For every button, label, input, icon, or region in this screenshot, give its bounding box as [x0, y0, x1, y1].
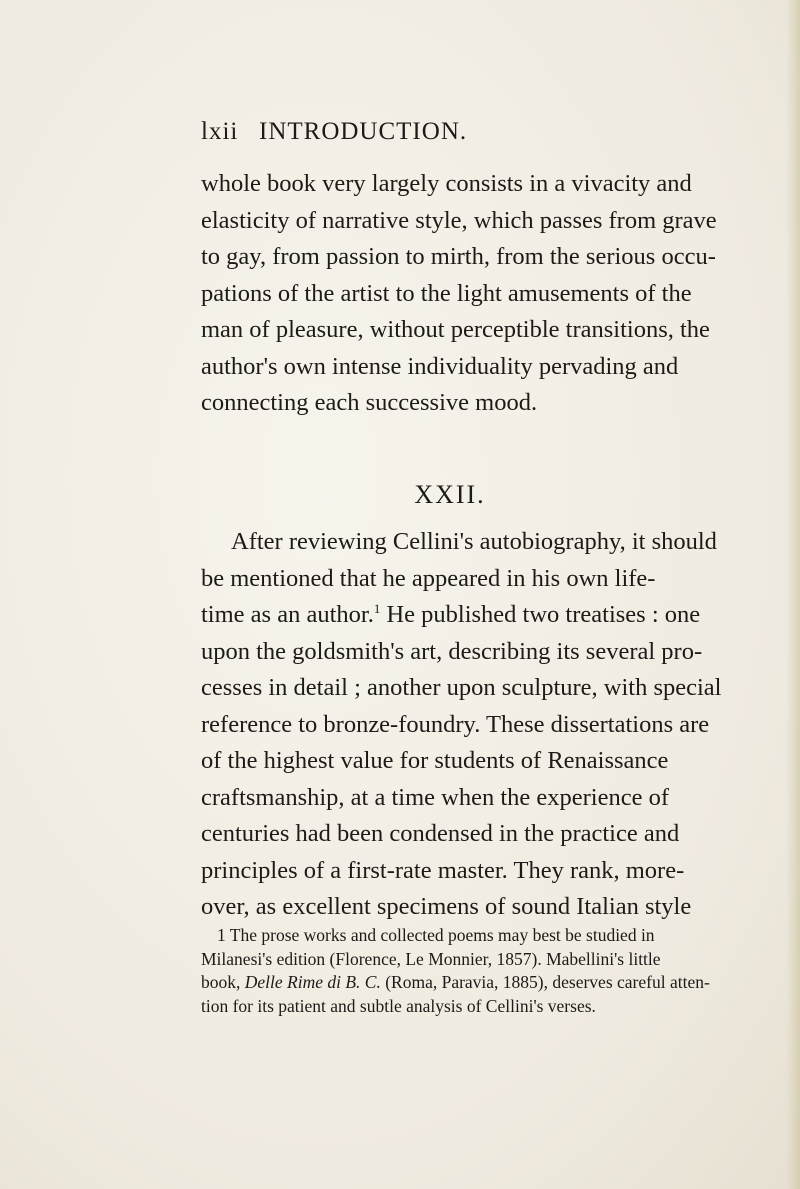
text-line: principles of a first-rate master. They rank, more- — [201, 856, 685, 884]
text-line: author's own intense individuality pervading and — [201, 352, 679, 380]
footnote-line — [201, 971, 710, 995]
section-heading: XXII. — [414, 480, 486, 509]
page-edge-shadow — [786, 0, 800, 1189]
text-line: centuries had been condensed in the practice and — [201, 820, 680, 847]
text-segment: He published two treatises : one — [380, 601, 701, 628]
footnote-marker: 1 — [373, 600, 381, 616]
text-line: man of pleasure, without perceptible transitions, the — [201, 316, 710, 343]
text-line: over, as excellent specimens of sound Italian style — [201, 893, 692, 920]
footnote — [201, 924, 710, 1018]
text-segment: (Roma, Paravia, 1885), deserves careful atten- — [380, 972, 710, 992]
paragraph-1 — [201, 166, 717, 422]
text-line: be mentioned that he appeared in his own life- — [201, 564, 656, 592]
text-line: elasticity of narrative style, which passes from grave — [201, 206, 717, 234]
book-title: Delle Rime di B. C. — [244, 972, 381, 992]
text-line: to gay, from passion to mirth, from the serious occu- — [201, 243, 716, 270]
text-segment: time as an author. — [201, 601, 374, 628]
footnote-line: tion for its patient and subtle analysis of Cellini's verses. — [201, 995, 596, 1016]
text-line: upon the goldsmith's art, describing its several pro- — [201, 637, 703, 665]
page-number: lxii — [201, 118, 239, 145]
text-line: connecting each successive mood. — [201, 389, 538, 416]
chapter-title: INTRODUCTION. — [259, 118, 468, 145]
paragraph-2 — [201, 524, 722, 926]
footnote-line: Milanesi's edition (Florence, Le Monnier, 1857). Mabellini's little — [201, 948, 661, 969]
footnote-line: 1 The prose works and collected poems may best be studied in — [217, 925, 655, 945]
running-head — [201, 118, 467, 146]
text-line: After reviewing Cellini's autobiography, it should — [231, 528, 717, 555]
text-line — [201, 597, 699, 634]
text-line: reference to bronze-foundry. These dissertations are — [201, 710, 710, 738]
text-line: whole book very largely consists in a vivacity and — [201, 170, 692, 197]
text-line: of the highest value for students of Renaissance — [201, 747, 669, 774]
text-segment: book, — [201, 972, 245, 992]
text-line: craftsmanship, at a time when the experience of — [201, 783, 670, 811]
text-line: pations of the artist to the light amusements of the — [201, 279, 692, 307]
text-line: cesses in detail ; another upon sculpture, with special — [201, 674, 722, 701]
